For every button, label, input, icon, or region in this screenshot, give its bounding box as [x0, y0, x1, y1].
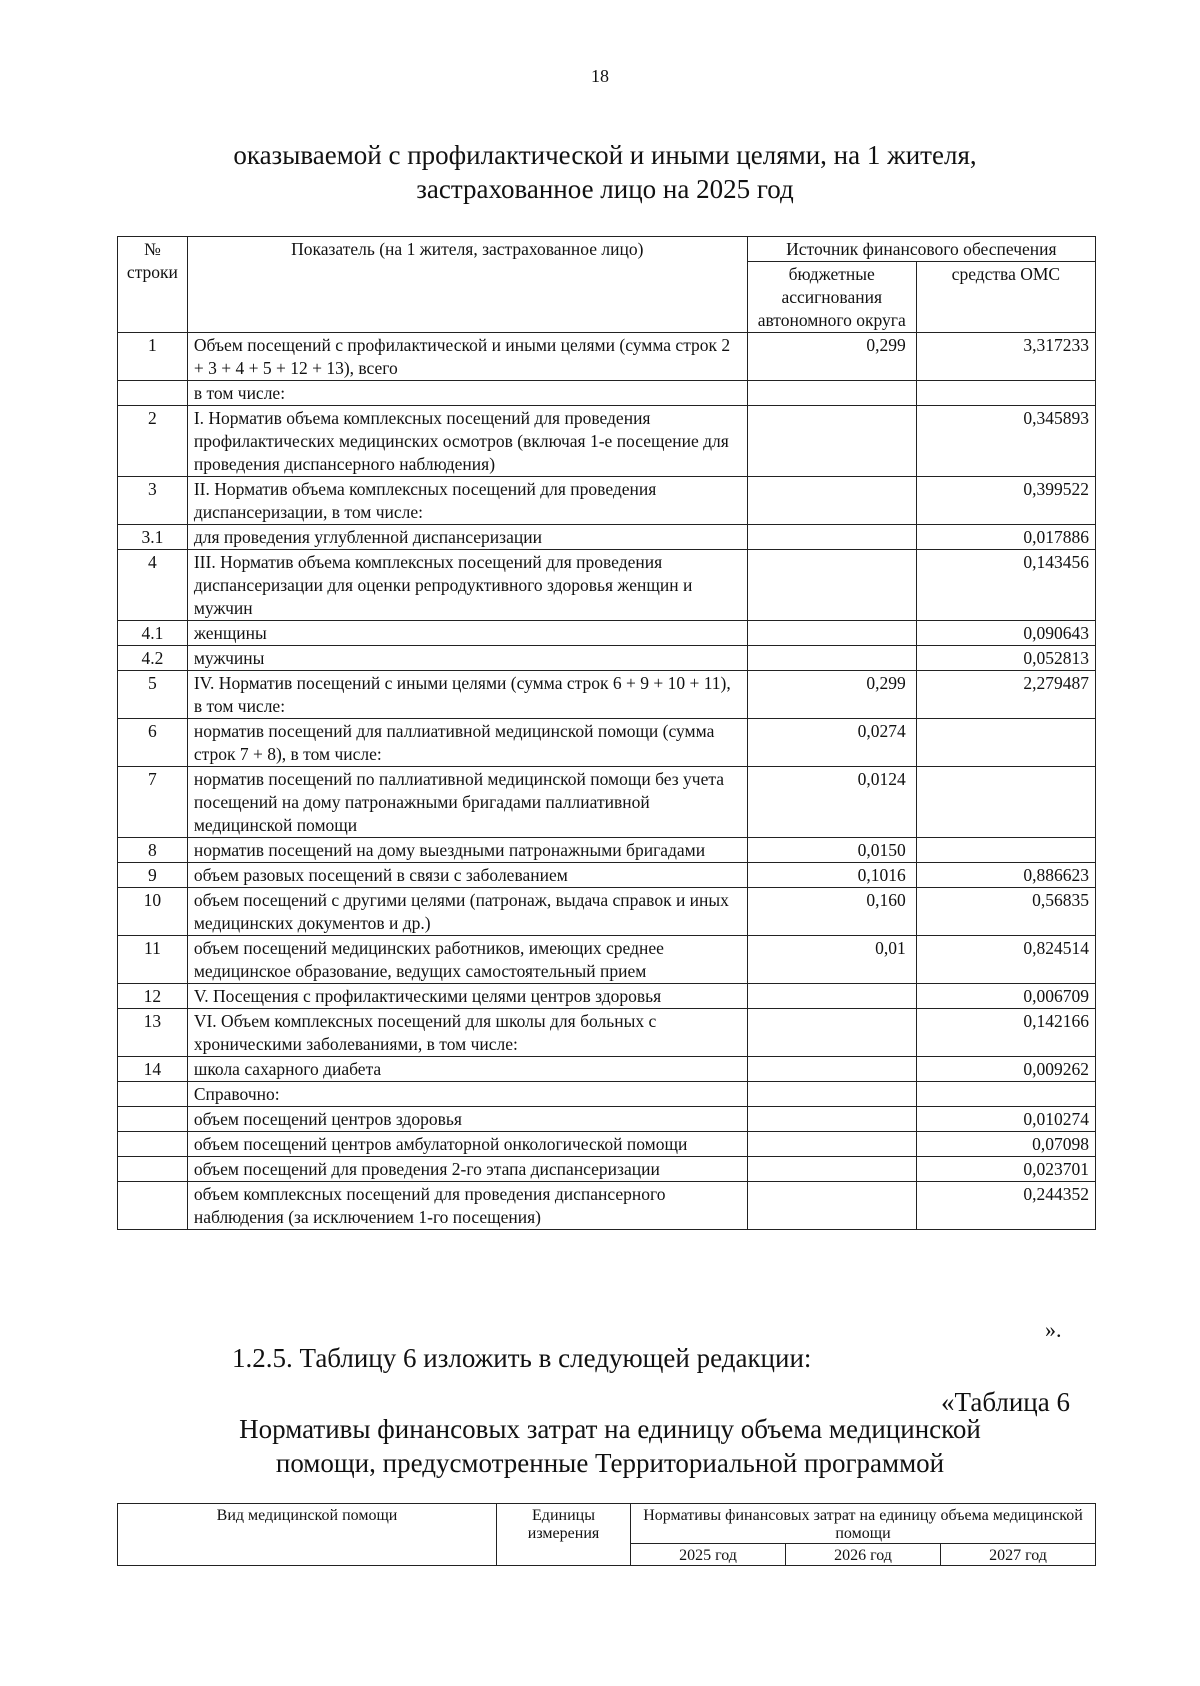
page-number: 18: [591, 66, 609, 86]
row-number: 10: [118, 888, 188, 936]
header-norms: Нормативы финансовых затрат на единицу объема медицинской помощи: [631, 1504, 1096, 1544]
row-oms-value: 0,010274: [916, 1107, 1095, 1132]
row-oms-value: 0,56835: [916, 888, 1095, 936]
row-budget-value: [747, 1009, 916, 1057]
row-number: [118, 1182, 188, 1230]
header-budget: бюджетные ассигнования автономного округа: [747, 262, 916, 333]
row-number: [118, 381, 188, 406]
table-row: [118, 333, 1096, 381]
header-oms: средства ОМС: [916, 262, 1095, 333]
row-number: [118, 1157, 188, 1182]
row-number: 7: [118, 767, 188, 838]
row-budget-value: [747, 1182, 916, 1230]
title-line-2: застрахованное лицо на 2025 год: [416, 174, 794, 204]
row-oms-value: 0,143456: [916, 550, 1095, 621]
table-row: [118, 936, 1096, 984]
header-indicator: Показатель (на 1 жителя, застрахованное лицо): [187, 237, 747, 333]
row-indicator: II. Норматив объема комплексных посещений для проведения диспансеризации, в том числе:: [187, 477, 747, 525]
row-indicator: женщины: [187, 621, 747, 646]
header-row-no: № строки: [118, 237, 188, 333]
row-budget-value: [747, 525, 916, 550]
row-indicator: III. Норматив объема комплексных посещений для проведения диспансеризации для оценки репродуктивного здоровья женщин и мужчин: [187, 550, 747, 621]
row-indicator: в том числе:: [187, 381, 747, 406]
row-budget-value: 0,0124: [747, 767, 916, 838]
row-oms-value: 0,886623: [916, 863, 1095, 888]
table-6-label: «Таблица 6: [941, 1387, 1070, 1417]
page-title: [120, 138, 1090, 206]
row-indicator: норматив посещений для паллиативной медицинской помощи (сумма строк 7 + 8), в том числе:: [187, 719, 747, 767]
row-budget-value: 0,1016: [747, 863, 916, 888]
table-row: [118, 550, 1096, 621]
row-oms-value: 0,399522: [916, 477, 1095, 525]
financial-norms-table: [117, 1503, 1096, 1566]
table-row: [118, 838, 1096, 863]
row-indicator: IV. Норматив посещений с иными целями (сумма строк 6 + 9 + 10 + 11), в том числе:: [187, 671, 747, 719]
row-budget-value: [747, 1057, 916, 1082]
row-budget-value: [747, 646, 916, 671]
row-indicator: объем комплексных посещений для проведения диспансерного наблюдения (за исключением 1-го посещения): [187, 1182, 747, 1230]
row-indicator: V. Посещения с профилактическими целями центров здоровья: [187, 984, 747, 1009]
amendment-instruction: 1.2.5. Таблицу 6 изложить в следующей редакции:: [232, 1343, 812, 1373]
row-oms-value: 0,824514: [916, 936, 1095, 984]
title-line-1: оказываемой с профилактической и иными целями, на 1 жителя,: [233, 140, 977, 170]
row-number: 6: [118, 719, 188, 767]
row-number: 2: [118, 406, 188, 477]
header-units: Единицы измерения: [497, 1504, 631, 1566]
row-oms-value: 0,017886: [916, 525, 1095, 550]
row-indicator: норматив посещений на дому выездными патронажными бригадами: [187, 838, 747, 863]
row-oms-value: 0,052813: [916, 646, 1095, 671]
row-indicator: мужчины: [187, 646, 747, 671]
row-number: [118, 1082, 188, 1107]
table-row: [118, 1157, 1096, 1182]
row-indicator: I. Норматив объема комплексных посещений для проведения профилактических медицинских осмотров (включая 1-е посещение для проведения диспансерного наблюдения): [187, 406, 747, 477]
table-row: [118, 1182, 1096, 1230]
visits-norms-table: [117, 236, 1096, 1230]
row-budget-value: [747, 381, 916, 406]
row-budget-value: 0,0150: [747, 838, 916, 863]
row-budget-value: [747, 406, 916, 477]
row-budget-value: 0,0274: [747, 719, 916, 767]
table-row: [118, 1082, 1096, 1107]
row-oms-value: 0,009262: [916, 1057, 1095, 1082]
row-number: 4.2: [118, 646, 188, 671]
row-indicator: Объем посещений с профилактической и иными целями (сумма строк 2 + 3 + 4 + 5 + 12 + 13), всего: [187, 333, 747, 381]
row-oms-value: 0,006709: [916, 984, 1095, 1009]
header-source: Источник финансового обеспечения: [747, 237, 1095, 262]
row-budget-value: [747, 1132, 916, 1157]
header-year-2025: 2025 год: [631, 1544, 786, 1566]
table-row: [118, 719, 1096, 767]
table-6-title-line-1: Нормативы финансовых затрат на единицу объема медицинской: [239, 1414, 981, 1444]
table-row: [118, 381, 1096, 406]
row-number: 1: [118, 333, 188, 381]
row-indicator: VI. Объем комплексных посещений для школы для больных с хроническими заболеваниями, в том числе:: [187, 1009, 747, 1057]
row-oms-value: [916, 719, 1095, 767]
table-row: [118, 1009, 1096, 1057]
table-row: [118, 1107, 1096, 1132]
row-budget-value: [747, 1157, 916, 1182]
visits-table-body: [118, 333, 1096, 1230]
row-number: 12: [118, 984, 188, 1009]
row-indicator: объем посещений центров здоровья: [187, 1107, 747, 1132]
row-number: 13: [118, 1009, 188, 1057]
table-row: [118, 767, 1096, 838]
row-budget-value: 0,01: [747, 936, 916, 984]
row-budget-value: 0,160: [747, 888, 916, 936]
row-oms-value: [916, 1082, 1095, 1107]
table-row: [118, 477, 1096, 525]
row-indicator: Справочно:: [187, 1082, 747, 1107]
table-6-title-line-2: помощи, предусмотренные Территориальной программой: [275, 1448, 945, 1478]
row-oms-value: [916, 767, 1095, 838]
row-number: [118, 1107, 188, 1132]
row-number: 14: [118, 1057, 188, 1082]
table-row: [118, 1057, 1096, 1082]
row-indicator: школа сахарного диабета: [187, 1057, 747, 1082]
header-year-2027: 2027 год: [941, 1544, 1096, 1566]
row-indicator: объем разовых посещений в связи с заболеванием: [187, 863, 747, 888]
table-row: [118, 406, 1096, 477]
table-row: [118, 984, 1096, 1009]
row-oms-value: 0,244352: [916, 1182, 1095, 1230]
row-number: 4: [118, 550, 188, 621]
row-oms-value: 2,279487: [916, 671, 1095, 719]
row-number: 5: [118, 671, 188, 719]
table-row: [118, 671, 1096, 719]
row-oms-value: 0,023701: [916, 1157, 1095, 1182]
table-row: [118, 646, 1096, 671]
row-oms-value: 0,07098: [916, 1132, 1095, 1157]
row-budget-value: [747, 1082, 916, 1107]
table-row: [118, 1132, 1096, 1157]
row-number: 3.1: [118, 525, 188, 550]
row-oms-value: [916, 838, 1095, 863]
header-year-2026: 2026 год: [786, 1544, 941, 1566]
row-oms-value: 0,345893: [916, 406, 1095, 477]
closing-quote: ».: [1045, 1317, 1062, 1342]
row-budget-value: [747, 984, 916, 1009]
row-indicator: норматив посещений по паллиативной медицинской помощи без учета посещений на дому патронажными бригадами паллиативной медицинской помощи: [187, 767, 747, 838]
row-oms-value: 0,142166: [916, 1009, 1095, 1057]
header-care-type: Вид медицинской помощи: [118, 1504, 497, 1566]
row-budget-value: [747, 550, 916, 621]
table-6-title: [150, 1412, 1070, 1480]
row-number: 4.1: [118, 621, 188, 646]
row-indicator: объем посещений с другими целями (патронаж, выдача справок и иных медицинских документов и др.): [187, 888, 747, 936]
row-budget-value: [747, 477, 916, 525]
row-number: [118, 1132, 188, 1157]
table-row: [118, 525, 1096, 550]
row-indicator: объем посещений для проведения 2-го этапа диспансеризации: [187, 1157, 747, 1182]
row-oms-value: [916, 381, 1095, 406]
row-indicator: объем посещений медицинских работников, имеющих среднее медицинское образование, ведущих самостоятельный прием: [187, 936, 747, 984]
row-indicator: объем посещений центров амбулаторной онкологической помощи: [187, 1132, 747, 1157]
table-row: [118, 888, 1096, 936]
row-number: 3: [118, 477, 188, 525]
row-oms-value: 0,090643: [916, 621, 1095, 646]
table-row: [118, 863, 1096, 888]
row-oms-value: 3,317233: [916, 333, 1095, 381]
row-budget-value: 0,299: [747, 333, 916, 381]
row-number: 9: [118, 863, 188, 888]
row-budget-value: 0,299: [747, 671, 916, 719]
row-indicator: для проведения углубленной диспансеризации: [187, 525, 747, 550]
row-budget-value: [747, 1107, 916, 1132]
table-row: [118, 621, 1096, 646]
row-number: 11: [118, 936, 188, 984]
row-budget-value: [747, 621, 916, 646]
row-number: 8: [118, 838, 188, 863]
